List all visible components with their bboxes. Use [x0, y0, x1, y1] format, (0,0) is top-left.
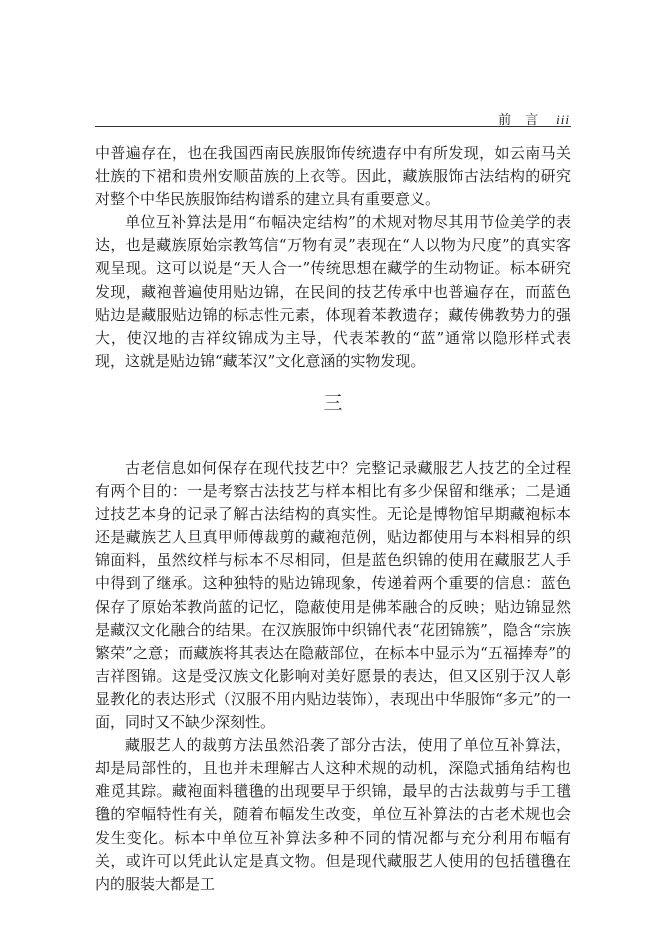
- paragraph: 单位互补算法是用“布幅决定结构”的术规对物尽其用节俭美学的表达，也是藏族原始宗教笃信“万物有灵”表现在“人以物为尺度”的真实客观呈现。这可以说是“天人合一”传统思想在藏学的生动物证。标本研究发现，藏袍普遍使用贴边锦，在民间的技艺传承中也普遍存在，而蓝色贴边是藏服贴边锦的标志性元素，体现着苯教遗存；藏传佛教势力的强大，使汉地的吉祥纹锦成为主导，代表苯教的“蓝”通常以隐形样式表现，这就是贴边锦“藏苯汉”文化意涵的实物发现。: [95, 213, 571, 370]
- paragraph: 古老信息如何保存在现代技艺中？完整记录藏服艺人技艺的全过程有两个目的：一是考察古法技艺与样本相比有多少保留和继承；二是通过技艺本身的记录了解古法结构的真实性。无论是博物馆早期藏袍标本还是藏族艺人旦真甲师傅裁剪的藏袍范例，贴边都使用与本料相异的织锦面料，虽然纹样与标本不尽相同，但是蓝色织锦的使用在藏服艺人手中得到了继承。这种独特的贴边锦现象，传递着两个重要的信息：蓝色保存了原始苯教尚蓝的记忆，隐蔽使用是佛苯融合的反映；贴边锦显然是藏汉文化融合的结果。在汉族服饰中织锦代表“花团锦簇”，隐含“宗族繁荣”之意；而藏族将其表达在隐蔽部位，在标本中显示为“五福捧寿”的吉祥图锦。这是受汉族文化影响对美好愿景的表达，但又区别于汉人彰显教化的表达形式（汉服不用内贴边装饰），表现出中华服饰“多元”的一面，同时又不缺少深刻性。: [95, 459, 571, 732]
- paragraph-continuation: 中普遍存在，也在我国西南民族服饰传统遗存中有所发现，如云南马关壮族的下裙和贵州安顺苗族的上衣等。因此，藏族服饰古法结构的研究对整个中华民族服饰结构谱系的建立具有重要意义。: [95, 144, 571, 209]
- section-heading: 三: [323, 392, 343, 414]
- running-head-section: 前言: [498, 113, 553, 128]
- body-text-bottom: [95, 457, 571, 896]
- page-number: iii: [556, 112, 570, 127]
- header-rule: [95, 126, 571, 127]
- paragraph: 藏服艺人的裁剪方法虽然沿袭了部分古法，使用了单位互补算法，却是局部性的，且也并未理解古人这种术规的动机，深隐式插角结构也难觅其踪。藏袍面料氆氇的出现要早于织锦，最早的古法裁剪与手工氆氇的窄幅特性有关，随着布幅发生改变，单位互补算法的古老术规也会发生变化。标本中单位互补算法多种不同的情况都与充分利用布幅有关，或许可以凭此认定是真文物。但是现代藏服艺人使用的包括氆氇在内的服装大都是工: [95, 736, 571, 893]
- body-text-top: [95, 142, 571, 373]
